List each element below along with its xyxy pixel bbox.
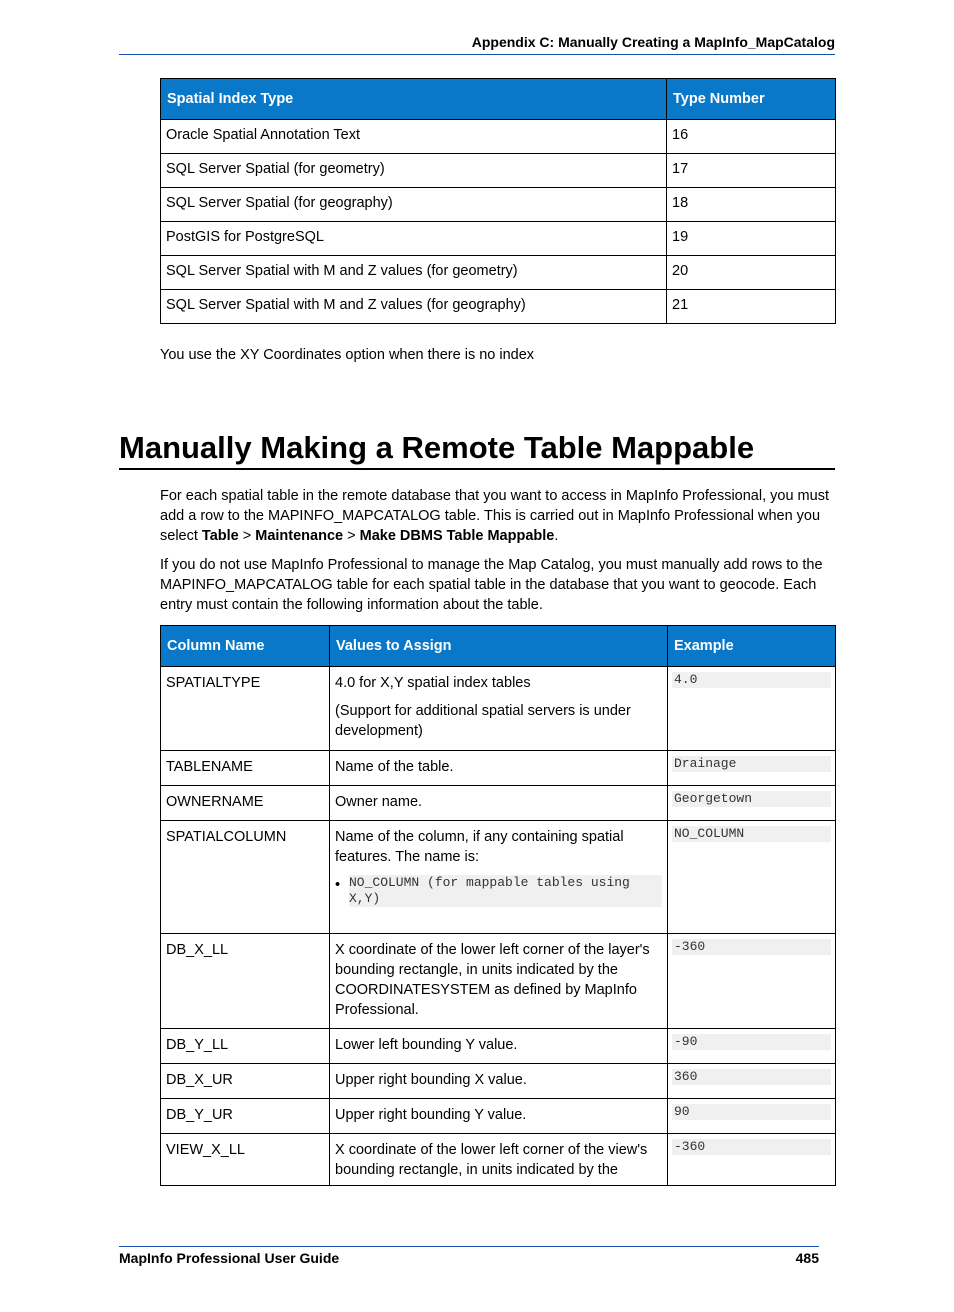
- spatial-index-type-table: [160, 78, 836, 324]
- table-cell: 20: [667, 256, 836, 290]
- body-paragraph: If you do not use MapInfo Professional to manage the Map Catalog, you must manually add rows to the MAPINFO_MAPCATALOG table for each spatial table in the database that you want to geocode. Each entry must contain the following information about the table.: [160, 557, 823, 613]
- code-example: Georgetown: [672, 791, 831, 807]
- section-title: Manually Making a Remote Table Mappable: [119, 428, 835, 470]
- column-header: Type Number: [667, 79, 836, 120]
- value-text: Name of the column, if any containing spatial features. The name is:: [335, 829, 624, 865]
- table-row: [161, 667, 836, 751]
- table-row: [161, 222, 836, 256]
- column-header: Example: [668, 626, 836, 667]
- bullet-icon: •: [335, 877, 341, 893]
- example-cell: [668, 821, 836, 934]
- table-cell: 19: [667, 222, 836, 256]
- table-row: [161, 1029, 836, 1064]
- example-cell: [668, 1064, 836, 1099]
- table-row: [161, 1134, 836, 1186]
- bullet-item: [335, 875, 662, 907]
- code-example: 90: [672, 1104, 831, 1120]
- table-cell: SQL Server Spatial with M and Z values (for geography): [161, 290, 667, 324]
- table-row: [161, 290, 836, 324]
- table-cell: SQL Server Spatial with M and Z values (for geometry): [161, 256, 667, 290]
- code-example: -360: [672, 939, 831, 955]
- code-example: 4.0: [672, 672, 831, 688]
- table-row: [161, 1099, 836, 1134]
- paragraph-text: For each spatial table in the remote database that you want to access in MapInfo Professional, you must add a row to the MAPINFO_MAPCATALOG table. This is carried out in MapInfo Professional when you select: [160, 488, 829, 544]
- example-cell: [668, 1134, 836, 1186]
- column-name-cell: SPATIALTYPE: [161, 667, 330, 751]
- column-name-cell: DB_X_LL: [161, 934, 330, 1029]
- values-cell: Owner name.: [330, 786, 668, 821]
- table-row: [161, 1064, 836, 1099]
- body-paragraph: [160, 486, 836, 546]
- values-cell: Lower left bounding Y value.: [330, 1029, 668, 1064]
- column-header: Spatial Index Type: [161, 79, 667, 120]
- table-row: [161, 188, 836, 222]
- code-bullet: NO_COLUMN (for mappable tables using X,Y): [349, 875, 662, 907]
- page-footer: [119, 1246, 819, 1266]
- code-example: Drainage: [672, 756, 831, 772]
- example-cell: [668, 934, 836, 1029]
- value-note: (Support for additional spatial servers is under development): [335, 703, 631, 739]
- column-name-cell: DB_Y_LL: [161, 1029, 330, 1064]
- mapcatalog-columns-table: [160, 625, 836, 1186]
- footer-title: MapInfo Professional User Guide: [119, 1250, 340, 1266]
- code-example: NO_COLUMN: [672, 826, 831, 842]
- column-name-cell: SPATIALCOLUMN: [161, 821, 330, 934]
- menu-item-table: Table: [201, 528, 239, 544]
- table-row: [161, 120, 836, 154]
- table-cell: 17: [667, 154, 836, 188]
- values-cell: Name of the table.: [330, 751, 668, 786]
- values-cell: Upper right bounding X value.: [330, 1064, 668, 1099]
- table-cell: 18: [667, 188, 836, 222]
- column-name-cell: OWNERNAME: [161, 786, 330, 821]
- menu-separator: >: [343, 528, 360, 544]
- code-example: 360: [672, 1069, 831, 1085]
- values-cell: X coordinate of the lower left corner of the layer's bounding rectangle, in units indicated by the COORDINATESYSTEM as defined by MapInfo Professional.: [330, 934, 668, 1029]
- code-example: -90: [672, 1034, 831, 1050]
- table-cell: PostGIS for PostgreSQL: [161, 222, 667, 256]
- values-cell: Upper right bounding Y value.: [330, 1099, 668, 1134]
- example-cell: [668, 667, 836, 751]
- column-header: Column Name: [161, 626, 330, 667]
- paragraph-end: .: [554, 528, 559, 544]
- column-name-cell: DB_X_UR: [161, 1064, 330, 1099]
- column-header: Values to Assign: [330, 626, 668, 667]
- table-cell: Oracle Spatial Annotation Text: [161, 120, 667, 154]
- table-row: [161, 751, 836, 786]
- menu-separator: >: [238, 528, 256, 544]
- values-cell: [330, 821, 668, 934]
- table-row: [161, 821, 836, 934]
- table-row: [161, 256, 836, 290]
- menu-item-make-dbms-table-mappable: Make DBMS Table Mappable: [359, 528, 555, 544]
- column-name-cell: VIEW_X_LL: [161, 1134, 330, 1186]
- code-example: -360: [672, 1139, 831, 1155]
- table-row: [161, 934, 836, 1029]
- table-caption: You use the XY Coordinates option when there is no index: [160, 347, 535, 363]
- running-header: Appendix C: Manually Creating a MapInfo_MapCatalog: [119, 34, 835, 55]
- column-name-cell: DB_Y_UR: [161, 1099, 330, 1134]
- table-cell: 21: [667, 290, 836, 324]
- table-cell: 16: [667, 120, 836, 154]
- values-cell: [330, 667, 668, 751]
- values-cell: X coordinate of the lower left corner of the view's bounding rectangle, in units indicated by the: [330, 1134, 668, 1186]
- example-cell: [668, 1029, 836, 1064]
- table-cell: SQL Server Spatial (for geometry): [161, 154, 667, 188]
- table-row: [161, 786, 836, 821]
- menu-item-maintenance: Maintenance: [255, 528, 344, 544]
- example-cell: [668, 786, 836, 821]
- example-cell: [668, 751, 836, 786]
- table-cell: SQL Server Spatial (for geography): [161, 188, 667, 222]
- example-cell: [668, 1099, 836, 1134]
- table-row: [161, 154, 836, 188]
- value-text: 4.0 for X,Y spatial index tables: [335, 675, 531, 691]
- column-name-cell: TABLENAME: [161, 751, 330, 786]
- page-number: 485: [795, 1250, 819, 1266]
